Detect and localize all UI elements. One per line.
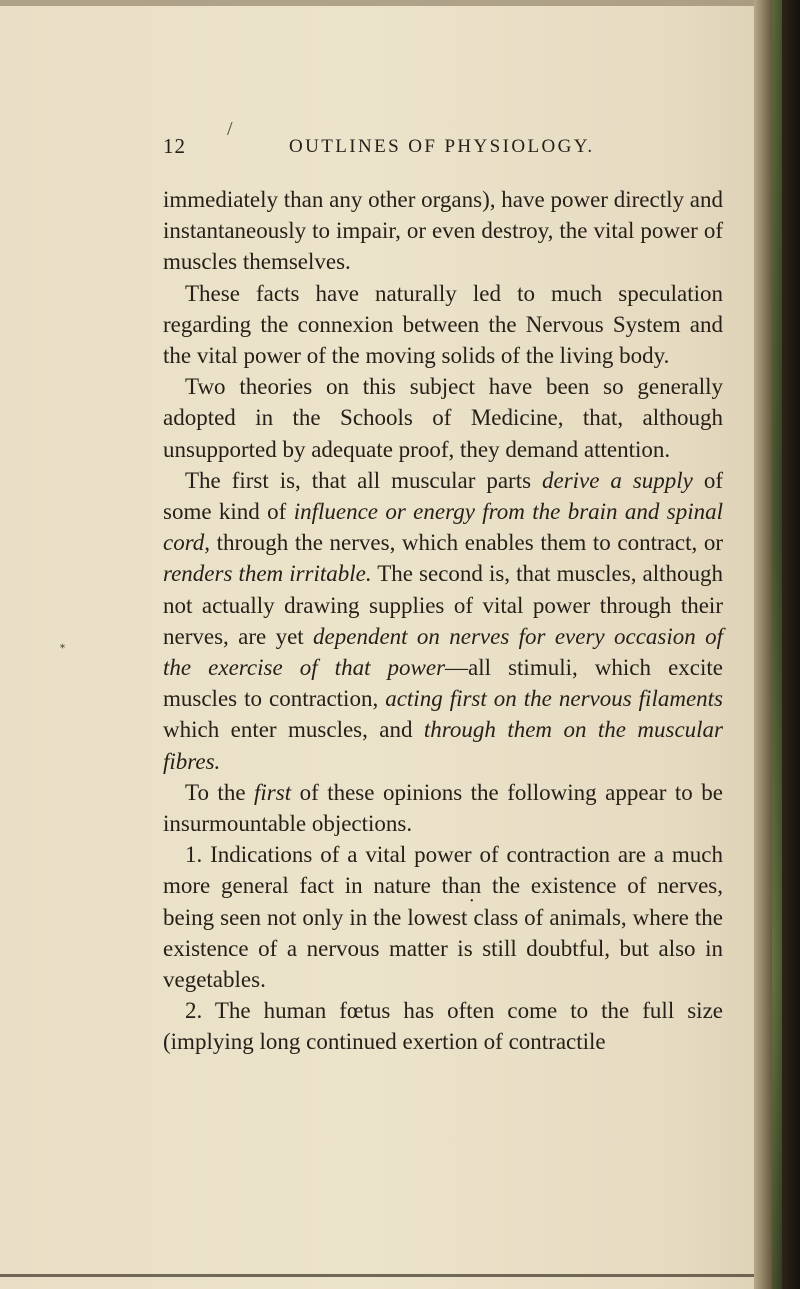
text-run: —all stimuli, which excite muscles to contraction, xyxy=(163,655,723,712)
page-header xyxy=(163,118,763,174)
print-speck: ⁎ xyxy=(60,640,65,651)
text-run: immediately than any other organs), have power directly and instantaneously to impair, or even destroy, the vital power of muscles themselves. xyxy=(163,187,723,275)
italic-text: renders them irritable. xyxy=(163,561,372,587)
text-run: To the xyxy=(185,779,255,805)
pencil-mark: / xyxy=(227,118,233,140)
page-bottom-edge xyxy=(0,1274,760,1277)
text-run: Two theories on this subject have been so generally adopted in the Schools of Medicine, that, although unsupported by adequate proof, they demand attention. xyxy=(163,374,723,462)
page-number: 12 xyxy=(163,134,186,158)
italic-text: influence or energy from the brain and spinal cord, xyxy=(163,499,723,556)
paragraph xyxy=(163,465,723,777)
text-run: which enter muscles, and xyxy=(163,717,424,743)
text-run: through the nerves, which enables them to contract, or xyxy=(210,530,723,556)
book-spine-highlight xyxy=(772,0,782,1289)
paragraph xyxy=(163,839,723,995)
text-run: The second is, that muscles, although not actually drawing supplies of vital power through their nerves, are yet xyxy=(163,561,723,649)
paragraph xyxy=(163,184,723,278)
text-run: These facts have naturally led to much speculation regarding the connexion between the Nervous System and the vital power of the moving solids of the living body. xyxy=(163,280,723,369)
italic-text: derive a supply xyxy=(541,467,693,493)
text-run: 2. The human fœtus has often come to the full size (implying long continued exertion of contractile xyxy=(163,998,723,1055)
print-speck: • xyxy=(470,896,474,907)
italic-text: dependent on nerves for every occasion of the exercise of that power xyxy=(163,623,723,681)
italic-text: acting first on the nervous filaments xyxy=(385,686,724,712)
body-text xyxy=(163,184,723,1058)
text-run: of some kind of xyxy=(163,467,723,525)
italic-text: first xyxy=(254,779,292,805)
text-run: 1. Indications of a vital power of contraction are a much more general fact in nature than the existence of nerves, being seen not only in the lowest class of animals, where the existence of a nervous matter is still doubtful, but also in vegetables. xyxy=(163,842,723,993)
italic-text: through them on the muscular fibres. xyxy=(163,717,724,774)
paragraph xyxy=(163,278,723,372)
paragraph xyxy=(163,371,723,465)
paragraph xyxy=(163,995,723,1057)
running-title: OUTLINES OF PHYSIOLOGY. xyxy=(289,136,595,157)
paragraph xyxy=(163,777,723,839)
page-top-edge xyxy=(0,0,760,6)
text-run: of these opinions the following appear to be insurmountable objections. xyxy=(163,779,724,837)
text-run: The first is, that all muscular parts xyxy=(185,467,542,493)
